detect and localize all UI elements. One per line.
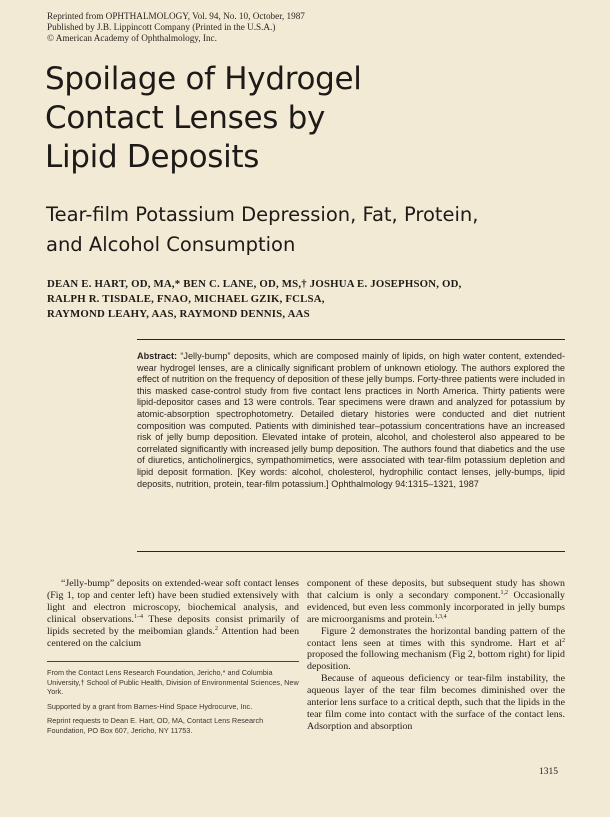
page-number: 1315 — [539, 767, 558, 777]
title-line-3: Lipid Deposits — [45, 139, 260, 175]
reprint-line-journal: Reprinted from OPHTHALMOLOGY, Vol. 94, No. 10, October, 1987 — [47, 11, 305, 21]
paragraph-text: “Jelly-bump” deposits on extended-wear soft contact lenses (Fig 1, top and center left) have been studied extensively with light and electron microscopy, biochemical analysis, and clinical observations. — [47, 578, 299, 625]
body-paragraph — [307, 626, 565, 674]
footnote-support: Supported by a grant from Barnes-Hind Space Hydrocurve, Inc. — [47, 701, 253, 711]
body-column-left — [47, 578, 299, 649]
paragraph-text: proposed the following mechanism (Fig 2, bottom right) for lipid deposition. — [307, 649, 565, 673]
paragraph-text: Occasionally evidenced, but even less commonly incorporated in jelly bumps are microorganisms and protein. — [307, 589, 565, 625]
citation-superscript: 1–4 — [134, 613, 144, 620]
reprint-line-copyright: © American Academy of Ophthalmology, Inc. — [47, 33, 217, 43]
citation-superscript: 1,3,4 — [434, 613, 447, 620]
footnote-reprint-requests: Reprint requests to Dean E. Hart, OD, MA, Contact Lens Research Foundation, PO Box 607, Jericho, NY 11753. — [47, 716, 264, 735]
abstract-text: “Jelly-bump” deposits, which are composed mainly of lipids, on high water content, extended-wear hydrogel lenses, are a clinically significant problem of unknown etiology. The authors explored the effect of nutrition on the frequency of deposition of these jelly bumps. Forty-three patients were included in this masked case-control study from five contact lens practices in North America. Thirty patients were lipid-depositor cases and 13 were controls. Tear specimens were drawn and analyzed for potassium by atomic-absorption spectrophotometry. Detailed dietary histories were conducted and diet nutrient composition was computed. Patients with diminished tear–potassium concentrations have an increased risk of jelly bump deposition. Elevated intake of protein, alcohol, and cholesterol also appeared to be correlated significantly with increased jelly bump deposition. The authors found that diabetics and the use of diuretics, anticholinergics, sympathomimetics, were associated with tear-film potassium depletion and lipid deposit formation. [Key words: alcohol, cholesterol, hydrophilic contact lenses, jelly-bumps, lipid deposits, nutrition, protein, tear-film potassium.] Ophthalmology 94:1315–1321, 1987 — [137, 351, 565, 489]
paragraph-text: Attention had been centered on the calcium — [47, 625, 300, 649]
subtitle-line-1: Tear-film Potassium Depression, Fat, Protein, — [46, 203, 479, 226]
body-column-right — [307, 578, 565, 733]
body-paragraph: Because of aqueous deficiency or tear-film instability, the aqueous layer of the tear film becomes diminished over the anterior lens surface to a critical depth, such that the lipids in the tear film come into contact with the surface of the contact lens. Adsorption and absorption — [307, 673, 565, 732]
author-line-1: DEAN E. HART, OD, MA,* BEN C. LANE, OD, MS,† JOSHUA E. JOSEPHSON, OD, — [47, 278, 462, 290]
author-line-3: RAYMOND LEAHY, AAS, RAYMOND DENNIS, AAS — [47, 308, 310, 320]
citation-superscript: 1,2 — [500, 589, 509, 596]
title-line-1: Spoilage of Hydrogel — [45, 61, 362, 97]
article-subtitle — [46, 200, 586, 260]
citation-superscript: 2 — [562, 637, 565, 644]
body-paragraph — [47, 578, 299, 649]
citation-superscript: 2 — [214, 625, 218, 632]
subtitle-line-2: and Alcohol Consumption — [46, 233, 296, 256]
paragraph-text: These deposits consist primarily of lipids secreted by the meibomian glands. — [47, 613, 299, 637]
article-title — [45, 60, 565, 177]
reprint-notice — [47, 11, 347, 44]
abstract-label: Abstract: — [137, 351, 178, 361]
reprint-line-publisher: Published by J.B. Lippincott Company (Printed in the U.S.A.) — [47, 22, 276, 32]
paragraph-text: Figure 2 demonstrates the horizontal banding pattern of the contact lens seen at times with this syndrome. Hart et al — [307, 625, 565, 649]
footnote-rule — [47, 661, 299, 662]
paragraph-text: component of these deposits, but subsequent study has shown that calcium is only a secondary component. — [307, 578, 565, 601]
abstract-bottom-rule — [137, 551, 565, 552]
author-line-2: RALPH R. TISDALE, FNAO, MICHAEL GZIK, FCLSA, — [47, 293, 325, 305]
author-list — [47, 277, 567, 322]
footnotes — [47, 668, 299, 740]
abstract — [137, 351, 565, 490]
body-paragraph — [307, 578, 565, 626]
footnote-affiliation: From the Contact Lens Research Foundation, Jericho,* and Columbia University,† School of Public Health, Division of Environmental Sciences, New York. — [47, 668, 299, 696]
abstract-top-rule — [137, 339, 565, 340]
title-line-2: Contact Lenses by — [45, 100, 326, 136]
